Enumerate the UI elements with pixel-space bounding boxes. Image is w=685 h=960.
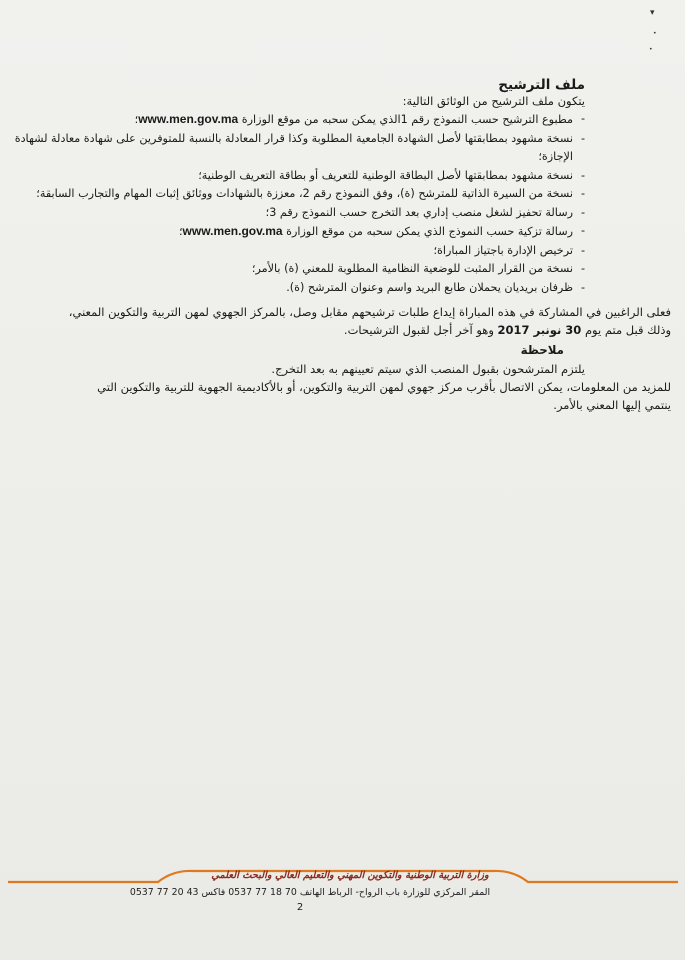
- note-title: ملاحظة: [520, 343, 564, 357]
- intro-text: يتكون ملف الترشيح من الوثائق التالية:: [402, 94, 585, 108]
- list-item: - نسخة مشهود بمطابقتها لأصل الشهادة الجامعية المطلوبة وكذا قرار المعادلة بالنسبة للمتوفرين على شهادة معادلة لشهادة الإجازة؛: [14, 130, 585, 167]
- scan-speck: ▾: [650, 8, 655, 18]
- list-item: - رسالة تحفيز لشغل منصب إداري بعد التخرج حسب النموذج رقم 3؛: [14, 204, 585, 223]
- list-item: - نسخة مشهود بمطابقتها لأصل البطاقة الوطنية للتعريف أو بطاقة التعريف الوطنية؛: [14, 167, 585, 186]
- footer-ministry-name: وزارة التربية الوطنية والتكوين المهني والتعليم العالي والبحث العلمي: [211, 870, 489, 881]
- list-item: - نسخة من القرار المثبت للوضعية النظامية المطلوبة للمعني (ة) بالأمر؛: [14, 260, 585, 279]
- deadline-line-1: فعلى الراغبين في المشاركة في هذه المباراة إيداع طلبات ترشيحهم مقابل وصل، بالمركز الجهوي لمهن التربية والتكوين المعني،: [68, 305, 671, 319]
- list-item: - مطبوع الترشيح حسب النموذج رقم 1الذي يمكن سحبه من موقع الوزارة www.men.gov.ma؛: [14, 110, 585, 130]
- scan-speck: •: [649, 46, 653, 53]
- note-line-1: يلتزم المترشحون بقبول المنصب الذي سيتم تعيينهم به بعد التخرج.: [271, 362, 585, 376]
- website-link[interactable]: www.men.gov.ma: [182, 224, 283, 238]
- page-number: 2: [296, 902, 304, 913]
- list-item: - ترخيص الإدارة باجتياز المباراة؛: [14, 242, 585, 261]
- list-item: - رسالة تزكية حسب النموذج الذي يمكن سحبه من موقع الوزارة www.men.gov.ma؛: [14, 222, 585, 242]
- note-line-3: ينتمي إليها المعني بالأمر.: [553, 398, 671, 412]
- note-body: [10, 360, 671, 414]
- note-line-2: للمزيد من المعلومات، يمكن الاتصال بأقرب مركز جهوي لمهن التربية والتكوين، أو بالأكاديمية الجهوية للتربية والتكوين التي: [97, 380, 671, 394]
- deadline-line-2: وذلك قبل متم يوم 30 نونبر 2017 وهو آخر أجل لقبول الترشيحات.: [343, 323, 671, 337]
- required-documents-list: [14, 110, 585, 297]
- website-link[interactable]: www.men.gov.ma: [138, 112, 239, 126]
- scan-speck: •: [653, 30, 657, 37]
- list-item: - ظرفان بريديان يحملان طابع البريد واسم وعنوان المترشح (ة).: [14, 279, 585, 298]
- list-item: - نسخة من السيرة الذاتية للمترشح (ة)، وفق النموذج رقم 2، معززة بالشهادات ووثائق إثبات المهام والتجارب السابقة؛: [14, 185, 585, 204]
- deadline-date: 30 نونبر 2017: [497, 323, 582, 337]
- footer-address: المقر المركزي للوزارة باب الرواح- الرباط الهاتف 70 18 77 0537 فاكس 43 20 77 0537: [129, 887, 491, 898]
- deadline-paragraph: [10, 303, 671, 339]
- section-heading: ملف الترشيح: [498, 77, 585, 93]
